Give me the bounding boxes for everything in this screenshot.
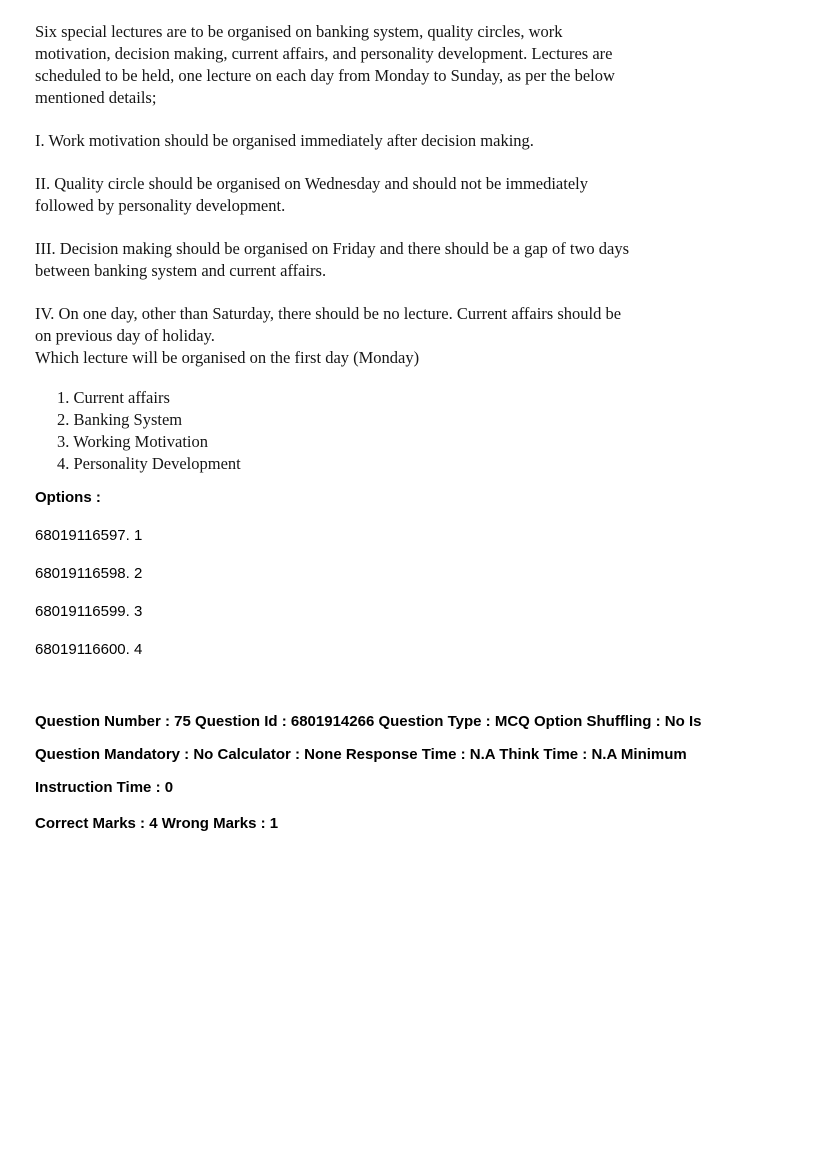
question-body [35, 21, 638, 475]
condition-4: IV. On one day, other than Saturday, there should be no lecture. Current affairs should be on previous day of holiday. [35, 304, 622, 345]
option-id-3: 68019116599. 3 [35, 603, 143, 620]
choice-item-2: 2. Banking System [57, 410, 183, 429]
option-id-1: 68019116597. 1 [35, 527, 143, 544]
question-prompt: Which lecture will be organised on the first day (Monday) [35, 348, 420, 367]
metadata-line-3: Instruction Time : 0 [35, 779, 174, 796]
options-label: Options : [35, 489, 101, 506]
question-metadata [35, 705, 791, 840]
condition-3: III. Decision making should be organised on Friday and there should be a gap of two days between banking system and current affairs. [35, 239, 630, 280]
metadata-line-2: Question Mandatory : No Calculator : None Response Time : N.A Think Time : N.A Minimum [35, 746, 687, 763]
options-list [35, 528, 791, 658]
question-intro: Six special lectures are to be organised on banking system, quality circles, work motivation, decision making, current affairs, and personality development. Lectures are scheduled to be held, one lecture on each day from Monday to Sunday, as per the below mentioned details; [35, 22, 615, 107]
choice-item-3: 3. Working Motivation [57, 432, 208, 451]
choice-item-1: 1. Current affairs [57, 388, 170, 407]
choice-item-4: 4. Personality Development [57, 454, 241, 473]
condition-1: I. Work motivation should be organised immediately after decision making. [35, 131, 534, 150]
option-id-4: 68019116600. 4 [35, 641, 143, 658]
choice-list [57, 387, 638, 475]
option-id-2: 68019116598. 2 [35, 565, 143, 582]
metadata-line-1: Question Number : 75 Question Id : 6801914266 Question Type : MCQ Option Shuffling : No Is [35, 713, 702, 730]
condition-2: II. Quality circle should be organised on Wednesday and should not be immediately followed by personality development. [35, 174, 588, 215]
metadata-line-marks: Correct Marks : 4 Wrong Marks : 1 [35, 815, 279, 832]
